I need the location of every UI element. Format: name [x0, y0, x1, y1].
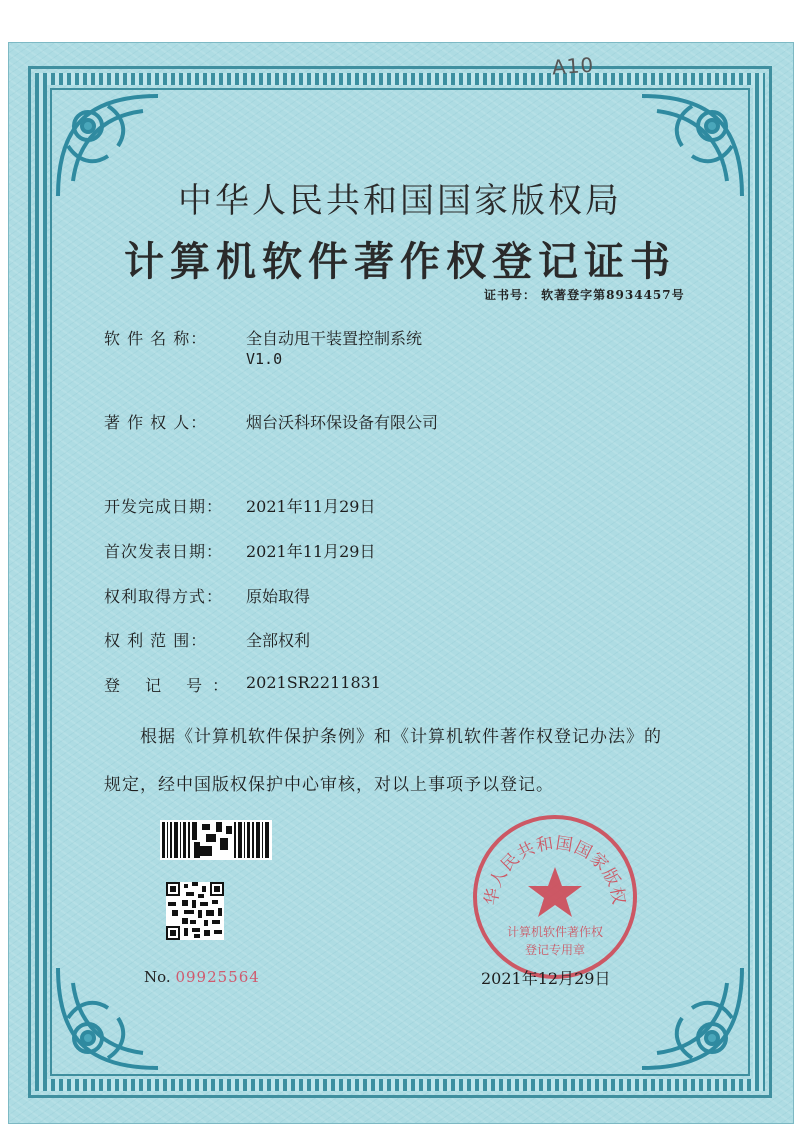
field-acquisition-method [104, 584, 310, 607]
official-seal [470, 812, 640, 982]
handwritten-note: A10 [551, 52, 595, 80]
field-label: 登 记 号： [104, 676, 239, 695]
field-label: 权 利 范 围： [104, 631, 208, 650]
field-software-name [104, 326, 422, 368]
field-copyright-owner [104, 410, 438, 433]
issuing-authority: 中华人民共和国国家版权局 [178, 181, 622, 221]
field-value [246, 326, 422, 368]
qr-code [166, 882, 224, 940]
corner-ornament-bottom-right [632, 958, 752, 1078]
field-value: 烟台沃科环保设备有限公司 [246, 413, 439, 432]
software-version: V1.0 [246, 350, 283, 368]
field-rights-scope [104, 628, 310, 651]
statement-line-1: 根据《计算机软件保护条例》和《计算机软件著作权登记办法》的 [140, 727, 662, 747]
serial-prefix: No. [144, 968, 171, 986]
seal-center-line-2: 登记专用章 [524, 943, 586, 957]
field-value: 2021年11月29日 [246, 497, 376, 516]
issue-date: 2021年12月29日 [481, 969, 611, 988]
software-name: 全自动甩干装置控制系统 [246, 329, 423, 348]
field-label: 开发完成日期： [104, 497, 224, 516]
seal-star-icon [528, 867, 582, 917]
field-development-date [104, 494, 375, 517]
certificate-title: 计算机软件著作权登记证书 [124, 238, 676, 285]
field-label: 软 件 名 称： [104, 329, 208, 348]
field-value: 2021年11月29日 [246, 542, 376, 561]
field-label: 首次发表日期： [104, 542, 224, 561]
field-label: 权利取得方式： [104, 587, 224, 606]
statement-line-2: 规定，经中国版权保护中心审核，对以上事项予以登记。 [104, 775, 554, 795]
field-registration-number [104, 673, 381, 696]
field-publication-date [104, 539, 375, 562]
field-value: 原始取得 [246, 587, 311, 606]
barcode [160, 820, 272, 860]
field-value: 2021SR2211831 [246, 673, 381, 692]
field-label: 著 作 权 人： [104, 413, 208, 432]
certificate-number: 证书号： 软著登字第8934457号 [484, 288, 685, 302]
serial-value: 09925564 [175, 968, 260, 986]
seal-ring-text: 华人民共和国国家版权 [481, 833, 629, 907]
field-value: 全部权利 [246, 631, 311, 650]
serial-number [144, 968, 260, 986]
seal-center-line-1: 计算机软件著作权 [506, 925, 604, 939]
